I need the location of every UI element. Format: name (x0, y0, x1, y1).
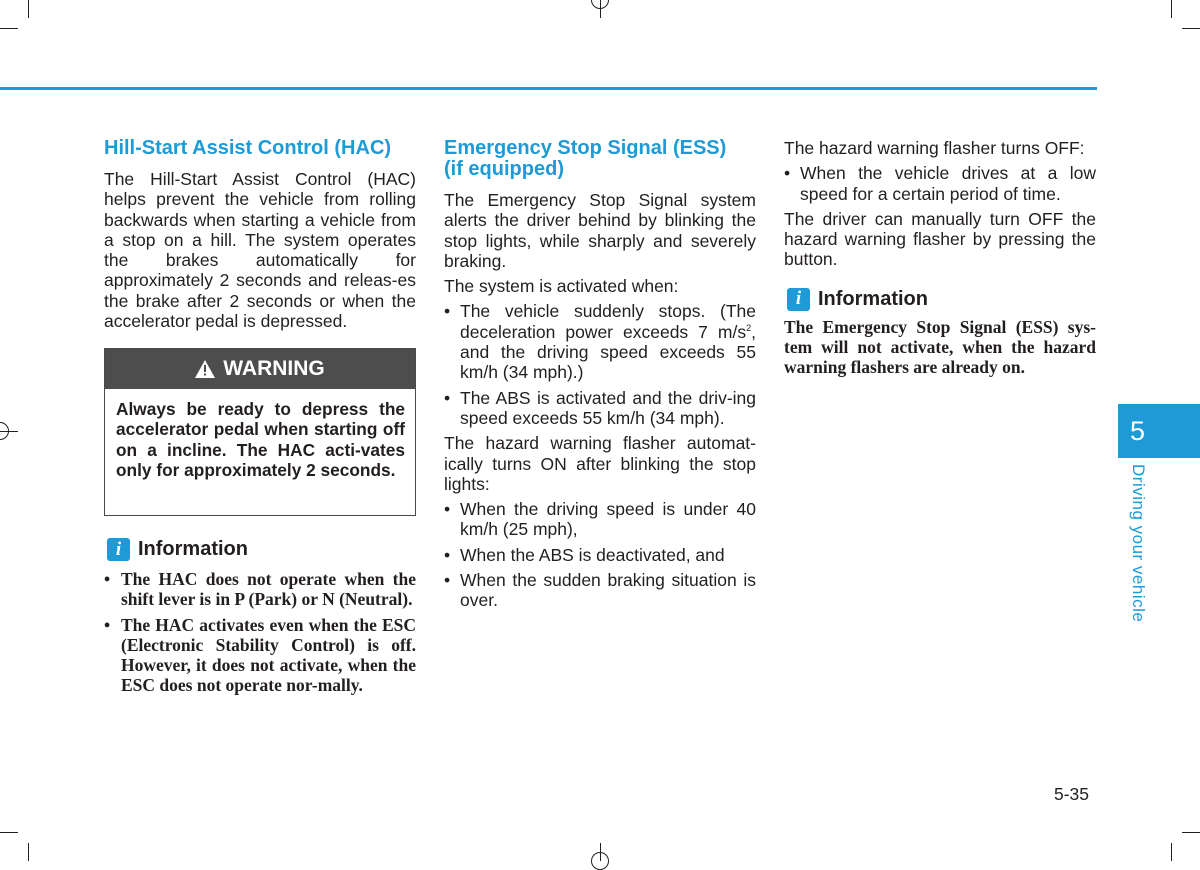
ess-intro: The Emergency Stop Signal system alerts the driver behind by blinking the stop lights, while sharply and severely braking. (444, 190, 756, 271)
flasher-manual: The driver can manually turn OFF the hazard warning flasher by pressing the button. (784, 208, 1096, 270)
list-item: • When the vehicle drives at a low speed for a certain period of time. (784, 163, 1096, 204)
registration-mark (600, 843, 601, 861)
info-label: Information (138, 538, 248, 560)
superscript: 2 (746, 322, 752, 333)
flasher-off-list (784, 163, 1096, 204)
list-item-text: , and the driving speed exceeds 55 km/h (34 mph).) (460, 321, 756, 383)
list-item: • The ABS is activated and the driv-ing speed exceeds 55 km/h (34 mph). (444, 388, 756, 429)
ess-info-text: The Emergency Stop Signal (ESS) sys-tem will not activate, when the hazard warning flashers are already on. (784, 316, 1096, 378)
info-icon: i (787, 288, 810, 311)
header-rule (0, 87, 1097, 90)
list-item: • When the driving speed is under 40 km/h (25 mph), (444, 499, 756, 540)
warning-label: WARNING (223, 357, 325, 380)
ess-auto-on: The hazard warning flasher automat-ically turns ON after blinking the stop lights: (444, 433, 756, 494)
ess-heading-line2: (if equipped) (444, 158, 564, 180)
crop-mark (1171, 843, 1172, 861)
info-icon: i (107, 538, 130, 561)
warning-header (105, 349, 415, 389)
column-hac (104, 138, 416, 331)
list-item (444, 301, 756, 382)
chapter-tab (1118, 404, 1200, 458)
page-number: 5-35 (1054, 784, 1090, 804)
column-flasher (784, 138, 1096, 378)
hac-info-list (104, 569, 416, 696)
crop-mark (28, 0, 29, 18)
list-item: • The HAC does not operate when the shift lever is in P (Park) or N (Neutral). (104, 569, 416, 610)
ess-activated-list (444, 301, 756, 428)
crop-mark (0, 28, 18, 29)
hac-heading: Hill-Start Assist Control (HAC) (104, 137, 392, 159)
list-item: • The HAC activates even when the ESC (Electronic Stability Control) is off. However, it does not activate, when the ESC does not operate nor-mally. (104, 615, 416, 696)
info-header (787, 288, 1096, 311)
registration-mark (0, 431, 18, 432)
list-item: • When the ABS is deactivated, and (444, 545, 756, 565)
info-header (107, 538, 416, 561)
chapter-title: Driving your vehicle (1129, 464, 1148, 623)
ess-heading-line1: Emergency Stop Signal (ESS) (444, 137, 727, 159)
hac-body: The Hill-Start Assist Control (HAC) helps prevent the vehicle from rolling backwards when starting a vehicle from a stop on a hill. The system operates the brakes automatically for approximately 2 seconds and releas-es the brake after 2 seconds or when the accelerator pedal is depressed. (104, 169, 416, 332)
column-ess (444, 138, 756, 611)
ess-auto-list (444, 499, 756, 610)
crop-mark (1182, 28, 1200, 29)
crop-mark (0, 832, 18, 833)
crop-mark (28, 843, 29, 861)
warning-text: Always be ready to depress the accelerator pedal when starting off on a incline. The HAC acti-vates only for approximately 2 seconds. (116, 399, 405, 480)
crop-mark (1171, 0, 1172, 18)
chapter-number: 5 (1130, 415, 1146, 446)
crop-mark (1182, 832, 1200, 833)
list-item: • When the sudden braking situation is over. (444, 570, 756, 611)
warning-box (104, 348, 416, 516)
hac-info (104, 538, 416, 696)
registration-mark (600, 0, 601, 18)
ess-activated-label: The system is activated when: (444, 276, 679, 297)
list-item-text: The vehicle suddenly stops. (The deceleration power exceeds 7 m/s (460, 301, 756, 342)
flasher-off-label: The hazard warning flasher turns OFF: (784, 138, 1085, 158)
warning-triangle-icon (195, 360, 215, 378)
info-label: Information (818, 287, 928, 310)
